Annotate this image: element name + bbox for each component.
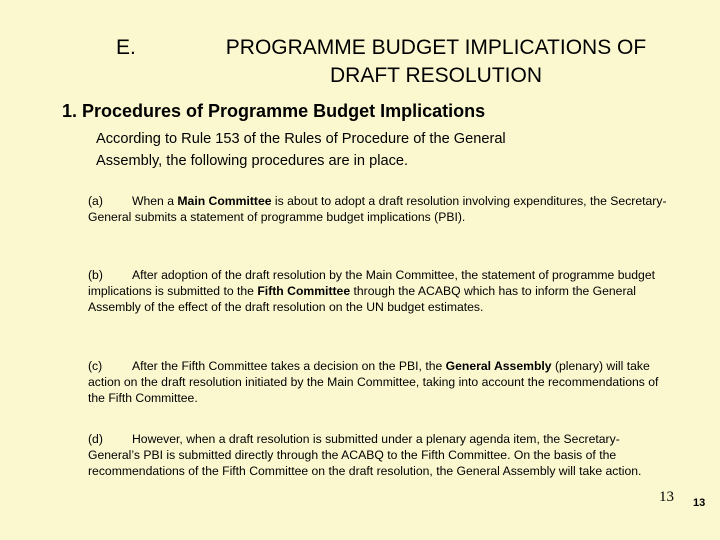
item-text: After the Fifth Committee takes a decision on the PBI, the bbox=[132, 359, 446, 373]
section-heading: 1. Procedures of Programme Budget Implications bbox=[62, 101, 486, 121]
procedure-item-a bbox=[88, 193, 668, 225]
item-text: When a bbox=[132, 194, 178, 208]
item-emphasis: Main Committee bbox=[177, 194, 272, 208]
item-emphasis: General Assembly bbox=[445, 359, 552, 373]
item-text: However, when a draft resolution is submitted under a plenary agenda item, the Secretary-General’s PBI is submitted directly through the ACABQ to the Fifth Committee. On the basis of the recommendations of the Fifth Committee on the draft resolution, the General Assembly will take action. bbox=[88, 432, 642, 478]
title-letter: E. bbox=[116, 36, 136, 59]
slide-title bbox=[172, 34, 700, 90]
title-line-2: DRAFT RESOLUTION bbox=[330, 64, 542, 87]
intro-paragraph bbox=[96, 128, 566, 172]
intro-line-2: Assembly, the following procedures are in place. bbox=[96, 153, 409, 169]
procedure-item-b bbox=[88, 267, 668, 315]
item-text-continued: is about to adopt a draft resolution involving expenditures, the Secretary-General submits a statement of programme budget implications (PBI). bbox=[88, 194, 667, 224]
item-marker: (b) bbox=[88, 268, 103, 282]
item-text-continued: (plenary) will take action on the draft resolution initiated by the Main Committee, taking into account the recommendations of the Fifth Committee. bbox=[88, 359, 659, 405]
item-text-continued: through the ACABQ which has to inform the General Assembly of the effect of the draft resolution on the UN budget estimates. bbox=[88, 284, 637, 314]
procedure-item-c bbox=[88, 358, 668, 406]
item-marker: (c) bbox=[88, 359, 103, 373]
item-marker: (d) bbox=[88, 432, 103, 446]
procedure-item-d bbox=[88, 431, 668, 479]
item-text: After adoption of the draft resolution by the Main Committee, the statement of programme budget implications is submitted to the bbox=[88, 268, 655, 298]
item-marker: (a) bbox=[88, 194, 103, 208]
item-emphasis: Fifth Committee bbox=[257, 284, 351, 298]
page-number: 13 bbox=[659, 489, 674, 505]
title-line-1: PROGRAMME BUDGET IMPLICATIONS OF bbox=[225, 36, 647, 59]
intro-line-1: According to Rule 153 of the Rules of Procedure of the General bbox=[96, 131, 506, 147]
slide-number: 13 bbox=[693, 497, 706, 509]
